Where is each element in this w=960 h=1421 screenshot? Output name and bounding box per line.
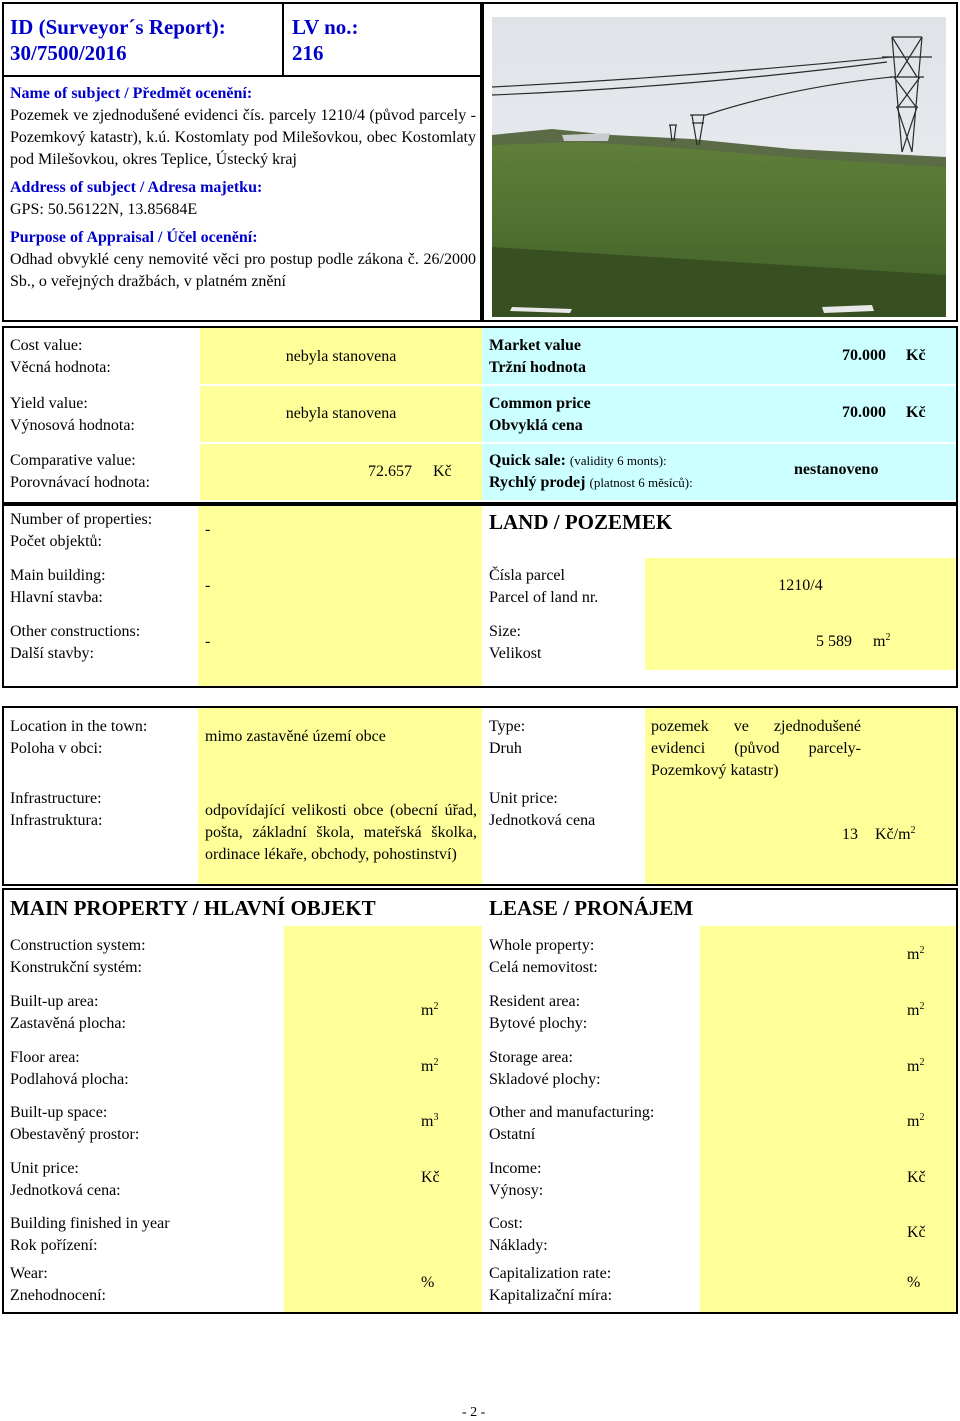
quick-sale-cz-note: (platnost 6 měsíců): <box>589 475 693 490</box>
main-building-cz: Hlavní stavba: <box>10 589 103 606</box>
location-label-cz: Poloha v obci: <box>10 740 103 757</box>
main-property-row-label <box>10 1263 106 1307</box>
type-label-en: Type: <box>489 718 526 735</box>
main-property-row-unit-text: m <box>421 1113 434 1130</box>
lease-row-unit-exp: 2 <box>919 1112 925 1123</box>
main-property-row-label-cz: Podlahová plocha: <box>10 1071 129 1088</box>
type-label-cz: Druh <box>489 740 522 757</box>
common-label <box>489 393 591 437</box>
main-property-row-unit <box>421 1169 440 1187</box>
market-label <box>489 335 586 379</box>
location-label-en: Location in the town: <box>10 718 148 735</box>
comparative-label-en: Comparative value: <box>10 452 136 469</box>
lease-row-label-en: Whole property: <box>489 937 595 954</box>
lease-row-unit-text: Kč <box>907 1169 926 1186</box>
main-property-row-unit-exp: 2 <box>433 1057 439 1068</box>
lease-row-label <box>489 1263 612 1307</box>
main-property-row-unit <box>421 1058 438 1076</box>
infrastructure-value: odpovídající velikosti obce (obecní úřad, pošta, základní škola, mateřská školka, ordinace lékaře, obchody, pohostinství) <box>205 802 477 863</box>
lease-row-label-en: Capitalization rate: <box>489 1265 612 1282</box>
report-id <box>10 14 280 66</box>
quick-sale-cz: Rychlý prodej <box>489 474 586 491</box>
report-id-value: 30/7500/2016 <box>10 41 127 65</box>
lease-heading: LEASE / PRONÁJEM <box>489 896 694 920</box>
type-value: pozemek ve zjednodušené evidenci (původ parcely- Pozemkový katastr) <box>651 718 861 779</box>
market-value: 70.000 <box>842 347 886 364</box>
location-label <box>10 716 147 760</box>
lease-row-unit <box>907 1169 926 1187</box>
lease-row-label <box>489 1213 548 1257</box>
parcel-label-cz: Čísla parcel <box>489 567 565 584</box>
num-properties-cz: Počet objektů: <box>10 533 102 550</box>
unit-price-label-en: Unit price: <box>489 790 558 807</box>
market-label-en: Market value <box>489 337 581 354</box>
main-property-row-unit-text: Kč <box>421 1169 440 1186</box>
main-property-row-label-en: Floor area: <box>10 1049 80 1066</box>
lease-row-label-cz: Skladové plochy: <box>489 1071 601 1088</box>
comparative-label-cz: Porovnávací hodnota: <box>10 474 150 491</box>
main-property-row-label <box>10 1158 121 1202</box>
parcel-value: 1210/4 <box>778 577 823 594</box>
main-property-row-unit-text: m <box>421 1002 434 1019</box>
main-property-row-unit-text: % <box>421 1274 435 1291</box>
infrastructure-label-cz: Infrastruktura: <box>10 812 103 829</box>
size-unit-text: m <box>873 633 886 650</box>
lease-row-label-en: Cost: <box>489 1215 523 1232</box>
common-unit: Kč <box>906 404 926 421</box>
lv-number <box>292 14 472 66</box>
lease-row-unit-text: m <box>907 1058 920 1075</box>
main-building-en: Main building: <box>10 567 106 584</box>
main-property-row-label <box>10 1047 129 1091</box>
address-text: GPS: 50.56122N, 13.85684E <box>10 201 198 218</box>
lease-row-unit-exp: 2 <box>919 945 925 956</box>
location-value: mimo zastavěné území obce <box>205 728 386 745</box>
lease-row-label <box>489 1102 654 1146</box>
lease-row-unit <box>907 1058 924 1076</box>
main-property-row-label-en: Wear: <box>10 1265 48 1282</box>
subject-name-heading: Name of subject / Předmět ocenění: <box>10 85 253 102</box>
quick-sale-en-note: (validity 6 monts): <box>569 453 667 468</box>
market-unit: Kč <box>906 347 926 364</box>
lease-row-unit <box>907 1274 920 1292</box>
main-property-row-label-cz: Obestavěný prostor: <box>10 1126 140 1143</box>
main-property-row-label-en: Unit price: <box>10 1160 79 1177</box>
purpose-heading: Purpose of Appraisal / Účel ocenění: <box>10 229 258 246</box>
lease-row-label-cz: Celá nemovitost: <box>489 959 598 976</box>
common-label-cz: Obvyklá cena <box>489 417 583 434</box>
lease-row-label-cz: Náklady: <box>489 1237 548 1254</box>
main-building-value: - <box>205 577 211 594</box>
property-photo <box>492 17 946 317</box>
lease-row-label-cz: Ostatní <box>489 1126 536 1143</box>
quick-sale-value: nestanoveno <box>794 461 879 478</box>
lease-row-label <box>489 1047 601 1091</box>
cost-value: nebyla stanovena <box>285 348 397 365</box>
header-vdivider <box>282 2 284 77</box>
lease-row-unit-text: % <box>907 1274 921 1291</box>
yield-value-cell <box>200 386 482 442</box>
lease-row-label <box>489 935 598 979</box>
main-property-row-label <box>10 1102 139 1146</box>
subject-block <box>10 83 476 293</box>
parcel-label-en: Parcel of land nr. <box>489 589 599 606</box>
cost-label <box>10 335 111 379</box>
lease-row-label-en: Resident area: <box>489 993 581 1010</box>
comparative-value-cell <box>200 444 482 500</box>
field-landscape-image <box>492 17 946 317</box>
page-number: - 2 - <box>462 1405 486 1420</box>
lease-row-unit <box>907 946 924 964</box>
size-unit <box>873 614 890 670</box>
main-property-row-label-cz: Znehodnocení: <box>10 1287 106 1304</box>
main-property-row-unit <box>421 1274 434 1292</box>
main-property-row-label-cz: Zastavěná plocha: <box>10 1015 126 1032</box>
infrastructure-label <box>10 788 102 832</box>
yield-label-en: Yield value: <box>10 395 88 412</box>
lease-row-label-en: Income: <box>489 1160 542 1177</box>
num-properties-value: - <box>205 521 211 538</box>
lease-row-unit-text: m <box>907 1113 920 1130</box>
cost-value-cell <box>200 328 482 384</box>
num-properties-en: Number of properties: <box>10 511 153 528</box>
other-constructions-en: Other constructions: <box>10 623 141 640</box>
common-value: 70.000 <box>842 404 886 421</box>
lease-row-unit <box>907 1002 924 1020</box>
parcel-label <box>489 565 598 609</box>
purpose-text: Odhad obvyklé ceny nemovité věci pro postup podle zákona č. 26/2000 Sb., o veřejných dražbách, v platném znění <box>10 251 476 290</box>
common-label-en: Common price <box>489 395 591 412</box>
lease-row-unit-text: Kč <box>907 1224 926 1241</box>
yield-value: nebyla stanovena <box>285 405 397 422</box>
unit-price-unit-exp: 2 <box>910 825 916 836</box>
lease-row-unit-text: m <box>907 946 920 963</box>
main-property-row-label-en: Building finished in year <box>10 1215 170 1232</box>
yield-label <box>10 393 135 437</box>
properties-value-column <box>198 506 482 686</box>
lease-row-unit-exp: 2 <box>919 1057 925 1068</box>
lease-row-label-en: Storage area: <box>489 1049 573 1066</box>
cost-label-en: Cost value: <box>10 337 83 354</box>
main-property-heading: MAIN PROPERTY / HLAVNÍ OBJEKT <box>10 896 376 920</box>
unit-price-label-cz: Jednotková cena <box>489 812 596 829</box>
size-label-en: Size: <box>489 623 521 640</box>
main-property-row-label <box>10 991 126 1035</box>
unit-price-unit <box>875 826 916 844</box>
cost-label-cz: Věcná hodnota: <box>10 359 111 376</box>
lease-row-unit <box>907 1224 926 1242</box>
lv-value: 216 <box>292 41 324 65</box>
main-property-row-unit-exp: 3 <box>433 1112 439 1123</box>
lease-row-label <box>489 991 587 1035</box>
size-value: 5 589 <box>816 633 852 650</box>
quick-sale-label <box>489 450 693 494</box>
lease-row-label-cz: Kapitalizační míra: <box>489 1287 613 1304</box>
lease-row-label <box>489 1158 543 1202</box>
main-property-row-label-cz: Konstrukční systém: <box>10 959 142 976</box>
header-divider <box>2 75 482 77</box>
quick-sale-en: Quick sale: <box>489 452 566 469</box>
lease-row-label-cz: Výnosy: <box>489 1182 544 1199</box>
parcel-value-cell <box>645 558 956 614</box>
comparative-unit: Kč <box>433 463 452 480</box>
type-label <box>489 716 525 760</box>
size-unit-exp: 2 <box>885 632 891 643</box>
main-property-row-label-en: Built-up space: <box>10 1104 108 1121</box>
main-property-row-label <box>10 1213 170 1257</box>
main-property-row-unit-text: m <box>421 1058 434 1075</box>
main-property-row-unit-exp: 2 <box>433 1001 439 1012</box>
num-properties-label <box>10 509 152 553</box>
main-property-row-unit <box>421 1002 438 1020</box>
lease-row-unit-text: m <box>907 1002 920 1019</box>
lease-row-label-cz: Bytové plochy: <box>489 1015 588 1032</box>
comparative-value: 72.657 <box>368 463 412 480</box>
comparative-label <box>10 450 150 494</box>
main-property-row-label-en: Built-up area: <box>10 993 99 1010</box>
lv-label: LV no.: <box>292 15 359 39</box>
unit-price-unit-text: Kč/m <box>875 826 911 843</box>
other-constructions-cz: Další stavby: <box>10 645 94 662</box>
main-property-row-label-cz: Jednotková cena: <box>10 1182 121 1199</box>
main-property-row-label-en: Construction system: <box>10 937 146 954</box>
main-property-row-label-cz: Rok pořízení: <box>10 1237 98 1254</box>
size-label <box>489 621 541 665</box>
size-value-cell <box>645 614 956 670</box>
lease-row-label-en: Other and manufacturing: <box>489 1104 655 1121</box>
main-building-label <box>10 565 106 609</box>
lease-row-unit <box>907 1113 924 1131</box>
land-heading: LAND / POZEMEK <box>489 510 673 534</box>
other-constructions-value: - <box>205 633 211 650</box>
subject-name-text: Pozemek ve zjednodušené evidenci čís. parcely 1210/4 (původ parcely - Pozemkový katastr), k.ú. Kostomlaty pod Milešovkou, obec Kostomlaty pod Milešovkou, okres Teplice, Ústecký kraj <box>10 107 476 168</box>
unit-price-label <box>489 788 595 832</box>
market-label-cz: Tržní hodnota <box>489 359 587 376</box>
infrastructure-label-en: Infrastructure: <box>10 790 102 807</box>
address-heading: Address of subject / Adresa majetku: <box>10 179 263 196</box>
yield-label-cz: Výnosová hodnota: <box>10 417 135 434</box>
other-constructions-label <box>10 621 140 665</box>
report-id-label: ID (Surveyor´s Report): <box>10 15 226 39</box>
size-label-cz: Velikost <box>489 645 542 662</box>
main-property-value-column <box>284 926 482 1312</box>
unit-price-value: 13 <box>842 826 858 843</box>
lease-row-unit-exp: 2 <box>919 1001 925 1012</box>
main-property-row-unit <box>421 1113 438 1131</box>
main-property-row-label <box>10 935 146 979</box>
